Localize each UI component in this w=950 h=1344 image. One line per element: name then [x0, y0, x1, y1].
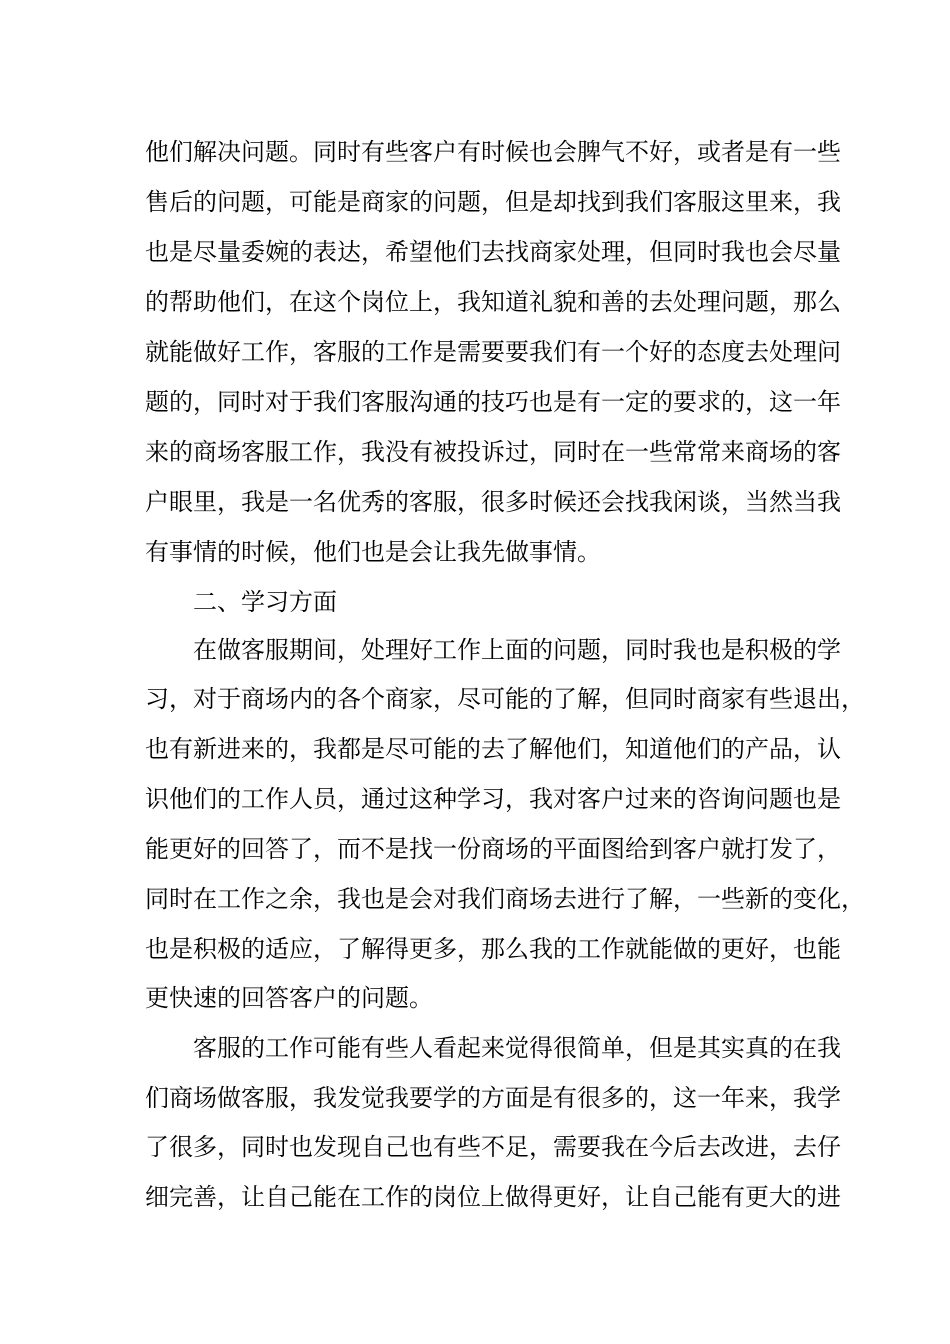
text-line: 也是尽量委婉的表达，希望他们去找商家处理，但同时我也会尽量 [145, 238, 841, 266]
text-line: 们商场做客服，我发觉我要学的方面是有很多的，这一年来，我学 [145, 1084, 841, 1112]
text-line: 也是积极的适应，了解得更多，那么我的工作就能做的更好，也能 [145, 935, 841, 963]
text-line: 更快速的回答客户的问题。 [145, 984, 433, 1012]
text-line: 有事情的时候，他们也是会让我先做事情。 [145, 538, 601, 566]
text-line: 识他们的工作人员，通过这种学习，我对客户过来的咨询问题也是 [145, 785, 841, 813]
text-line: 细完善，让自己能在工作的岗位上做得更好，让自己能有更大的进 [145, 1183, 841, 1211]
text-line: 客服的工作可能有些人看起来觉得很简单，但是其实真的在我 [193, 1034, 841, 1062]
text-line: 题的，同时对于我们客服沟通的技巧也是有一定的要求的，这一年 [145, 388, 841, 416]
text-line: 同时在工作之余，我也是会对我们商场去进行了解，一些新的变化， [145, 885, 865, 913]
text-line: 了很多，同时也发现自己也有些不足，需要我在今后去改进，去仔 [145, 1133, 841, 1161]
text-line: 他们解决问题。同时有些客户有时候也会脾气不好，或者是有一些 [145, 138, 841, 166]
text-line: 售后的问题，可能是商家的问题，但是却找到我们客服这里来，我 [145, 188, 841, 216]
text-line: 的帮助他们，在这个岗位上，我知道礼貌和善的去处理问题，那么 [145, 288, 841, 316]
text-line: 能更好的回答了，而不是找一份商场的平面图给到客户就打发了， [145, 835, 841, 863]
text-line: 也有新进来的，我都是尽可能的去了解他们，知道他们的产品，认 [145, 735, 841, 763]
text-line: 户眼里，我是一名优秀的客服，很多时候还会找我闲谈，当然当我 [145, 488, 841, 516]
text-line: 习，对于商场内的各个商家，尽可能的了解，但同时商家有些退出， [145, 685, 865, 713]
section-heading: 二、学习方面 [193, 588, 337, 616]
text-line: 在做客服期间，处理好工作上面的问题，同时我也是积极的学 [193, 636, 841, 664]
text-line: 来的商场客服工作，我没有被投诉过，同时在一些常常来商场的客 [145, 438, 841, 466]
text-line: 就能做好工作，客服的工作是需要要我们有一个好的态度去处理问 [145, 338, 841, 366]
